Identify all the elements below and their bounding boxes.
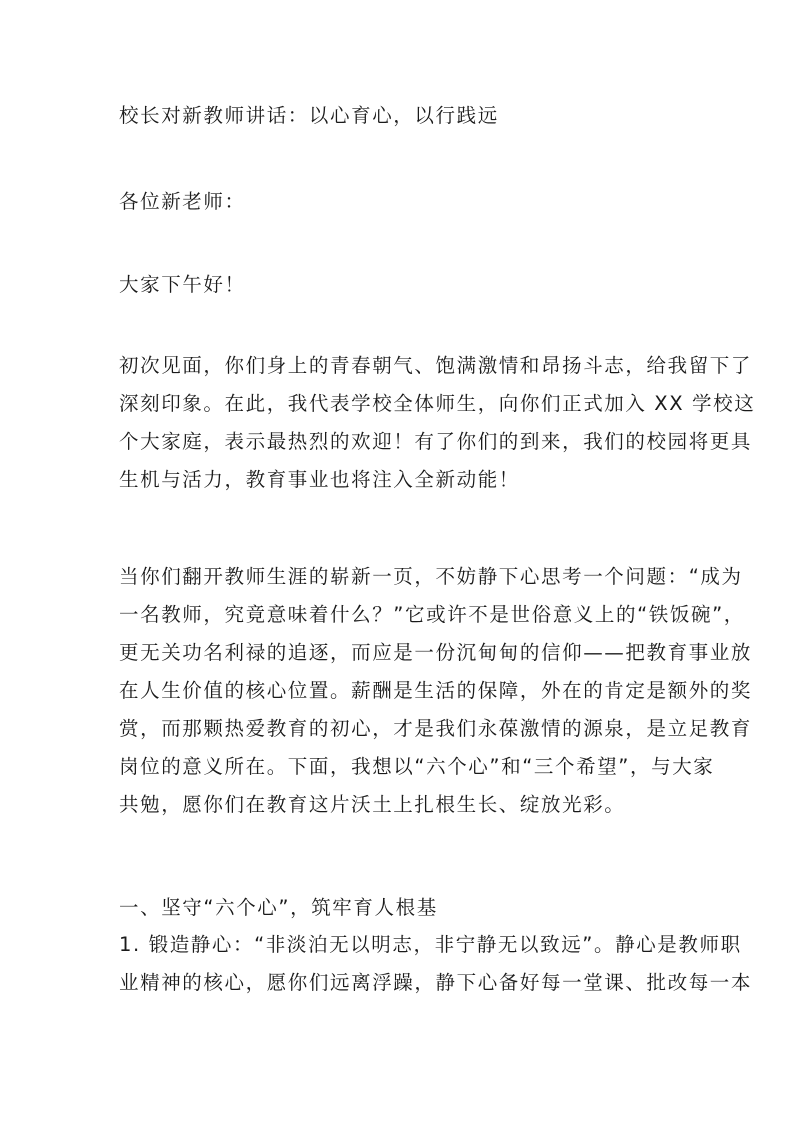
salutation: 各位新老师： [119, 190, 246, 213]
paragraph-line: 共勉，愿你们在教育这片沃土上扎根生长、绽放光彩。 [119, 793, 626, 816]
paragraph-line: 深刻印象。在此，我代表学校全体师生，向你们正式加入 XX 学校这 [119, 392, 756, 415]
paragraph-line: 个大家庭，表示最热烈的欢迎！有了你们的到来，我们的校园将更具 [119, 430, 753, 453]
document-title: 校长对新教师讲话：以心育心，以行践远 [119, 104, 499, 127]
paragraph-line: 生机与活力，教育事业也将注入全新动能！ [119, 468, 520, 491]
paragraph-line: 业精神的核心，愿你们远离浮躁，静下心备好每一堂课、批改每一本 [119, 971, 753, 994]
section-item-1 [119, 926, 753, 1002]
paragraph-line: 1. 锻造静心：“非淡泊无以明志，非宁静无以致远”。静心是教师职 [119, 933, 742, 956]
paragraph-line: 赏，而那颗热爱教育的初心，才是我们永葆激情的源泉，是立足教育 [119, 717, 753, 740]
paragraph-line: 一名教师，究竟意味着什么？”它或许不是世俗意义上的“铁饭碗”， [119, 603, 745, 626]
paragraph-line: 更无关功名利禄的追逐，而应是一份沉甸甸的信仰——把教育事业放 [119, 641, 753, 664]
paragraph-line: 初次见面，你们身上的青春朝气、饱满激情和昂扬斗志，给我留下了 [119, 354, 753, 377]
greeting: 大家下午好！ [119, 273, 246, 296]
paragraph-line: 岗位的意义所在。下面，我想以“六个心”和“三个希望”，与大家 [119, 755, 715, 778]
paragraph-line: 当你们翻开教师生涯的崭新一页，不妨静下心思考一个问题：“成为 [119, 565, 743, 588]
paragraph-reflection [119, 558, 753, 824]
paragraph-line: 在人生价值的核心位置。薪酬是生活的保障，外在的肯定是额外的奖 [119, 679, 753, 702]
section-heading: 一、坚守“六个心”，筑牢育人根基 [119, 896, 438, 919]
paragraph-welcome [119, 347, 756, 499]
